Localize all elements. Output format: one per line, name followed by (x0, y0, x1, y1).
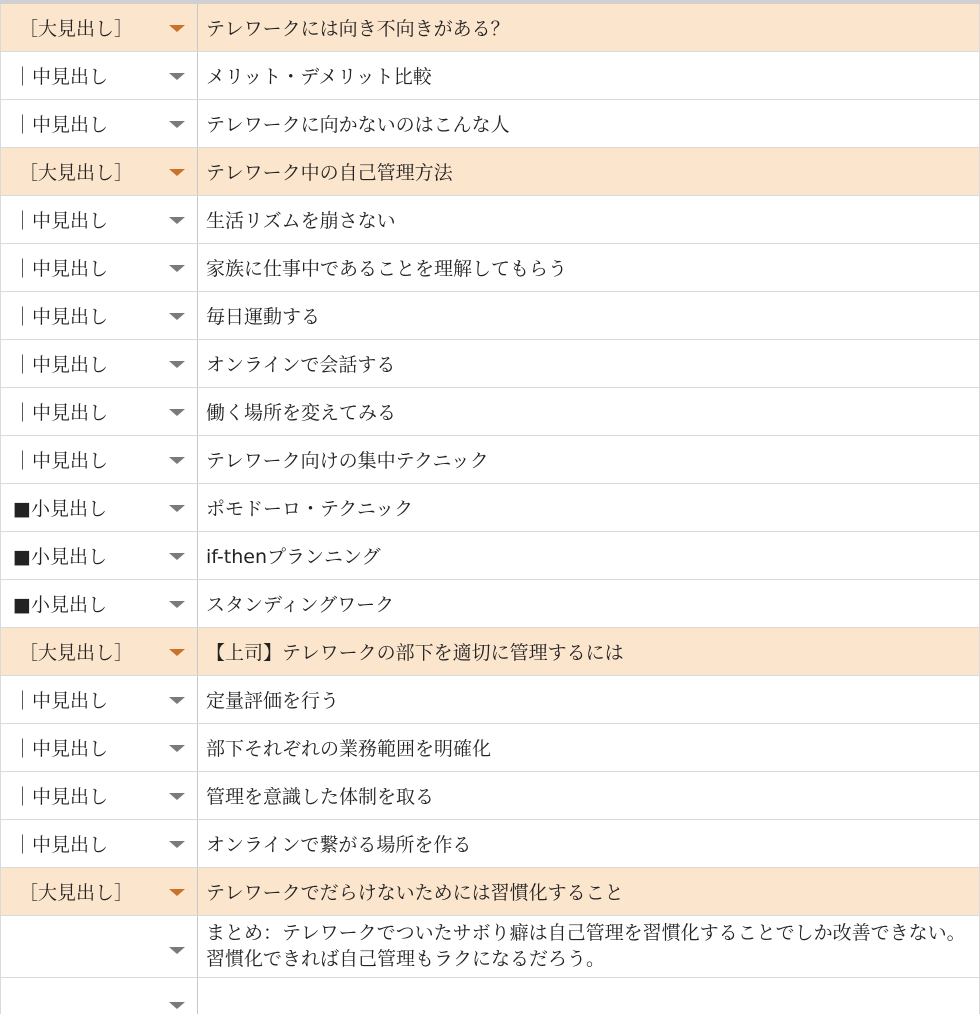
dropdown-caret-icon[interactable] (169, 745, 185, 752)
heading-type-label: ｜中見出し (13, 114, 109, 136)
heading-type-label: ｜中見出し (13, 306, 109, 328)
heading-type-select[interactable] (0, 532, 198, 579)
heading-type-label: ■小見出し (13, 546, 107, 568)
table-row (0, 978, 980, 1014)
dropdown-caret-icon[interactable] (169, 553, 185, 560)
heading-type-label: ［大見出し］ (19, 642, 134, 664)
heading-type-select[interactable] (0, 820, 198, 867)
heading-text-cell[interactable]: 【上司】テレワークの部下を適切に管理するには (198, 628, 980, 675)
dropdown-caret-icon[interactable] (169, 1002, 185, 1009)
heading-type-select[interactable] (0, 4, 198, 51)
heading-type-select[interactable] (0, 52, 198, 99)
heading-type-label: ［大見出し］ (19, 162, 134, 184)
dropdown-caret-icon[interactable] (169, 121, 185, 128)
table-row (0, 724, 980, 772)
heading-type-label: ｜中見出し (13, 66, 109, 88)
heading-type-select[interactable] (0, 868, 198, 915)
table-row (0, 868, 980, 916)
heading-type-select[interactable] (0, 196, 198, 243)
heading-type-select[interactable] (0, 916, 198, 977)
heading-text-cell[interactable]: スタンディングワーク (198, 580, 980, 627)
dropdown-caret-icon[interactable] (169, 793, 185, 800)
heading-type-select[interactable] (0, 628, 198, 675)
table-row (0, 916, 980, 978)
table-row (0, 292, 980, 340)
heading-type-select[interactable] (0, 676, 198, 723)
heading-type-select[interactable] (0, 292, 198, 339)
table-row (0, 820, 980, 868)
heading-text-cell[interactable]: ポモドーロ・テクニック (198, 484, 980, 531)
table-row (0, 52, 980, 100)
summary-text-cell[interactable]: まとめ：テレワークでついたサボり癖は自己管理を習慣化することでしか改善できない。習慣化できれば自己管理もラクになるだろう。 (198, 916, 980, 977)
heading-type-select[interactable] (0, 772, 198, 819)
heading-type-label: ｜中見出し (13, 690, 109, 712)
dropdown-caret-icon[interactable] (169, 169, 185, 176)
dropdown-caret-icon[interactable] (169, 217, 185, 224)
table-row (0, 196, 980, 244)
heading-type-label: ｜中見出し (13, 786, 109, 808)
dropdown-caret-icon[interactable] (169, 601, 185, 608)
heading-text-cell[interactable]: テレワーク中の自己管理方法 (198, 148, 980, 195)
dropdown-caret-icon[interactable] (169, 505, 185, 512)
dropdown-caret-icon[interactable] (169, 265, 185, 272)
heading-text-cell[interactable]: テレワークに向かないのはこんな人 (198, 100, 980, 147)
heading-type-select[interactable] (0, 724, 198, 771)
dropdown-caret-icon[interactable] (169, 73, 185, 80)
table-row (0, 388, 980, 436)
table-row (0, 148, 980, 196)
heading-text-cell[interactable]: 家族に仕事中であることを理解してもらう (198, 244, 980, 291)
dropdown-caret-icon[interactable] (169, 889, 185, 896)
dropdown-caret-icon[interactable] (169, 697, 185, 704)
heading-text-cell[interactable]: テレワークには向き不向きがある？ (198, 4, 980, 51)
heading-text-cell[interactable]: 管理を意識した体制を取る (198, 772, 980, 819)
table-row (0, 4, 980, 52)
table-row (0, 532, 980, 580)
heading-type-select[interactable] (0, 388, 198, 435)
heading-type-label: ｜中見出し (13, 210, 109, 232)
table-row (0, 676, 980, 724)
heading-type-select[interactable] (0, 148, 198, 195)
heading-type-label: ｜中見出し (13, 450, 109, 472)
heading-type-select[interactable] (0, 244, 198, 291)
heading-type-label: ｜中見出し (13, 402, 109, 424)
heading-type-label: ｜中見出し (13, 738, 109, 760)
heading-text-cell[interactable]: テレワーク向けの集中テクニック (198, 436, 980, 483)
heading-text-cell[interactable]: オンラインで繋がる場所を作る (198, 820, 980, 867)
dropdown-caret-icon[interactable] (169, 649, 185, 656)
table-row (0, 772, 980, 820)
heading-type-label: ■小見出し (13, 594, 107, 616)
heading-text-cell[interactable]: 定量評価を行う (198, 676, 980, 723)
heading-type-label: ｜中見出し (13, 258, 109, 280)
table-row (0, 340, 980, 388)
heading-type-select[interactable] (0, 484, 198, 531)
heading-type-select[interactable] (0, 340, 198, 387)
heading-text-cell[interactable]: if-thenプランニング (198, 532, 980, 579)
dropdown-caret-icon[interactable] (169, 947, 185, 954)
heading-type-select[interactable] (0, 436, 198, 483)
table-row (0, 580, 980, 628)
heading-text-cell[interactable]: 生活リズムを崩さない (198, 196, 980, 243)
heading-text-cell[interactable]: 毎日運動する (198, 292, 980, 339)
table-row (0, 484, 980, 532)
heading-type-label: ［大見出し］ (19, 882, 134, 904)
heading-text-cell[interactable]: メリット・デメリット比較 (198, 52, 980, 99)
dropdown-caret-icon[interactable] (169, 409, 185, 416)
heading-type-select[interactable] (0, 100, 198, 147)
dropdown-caret-icon[interactable] (169, 313, 185, 320)
table-row (0, 436, 980, 484)
heading-type-label: ［大見出し］ (19, 18, 134, 40)
heading-type-label: ｜中見出し (13, 354, 109, 376)
heading-type-label: ｜中見出し (13, 834, 109, 856)
heading-type-select[interactable] (0, 580, 198, 627)
heading-type-label: ■小見出し (13, 498, 107, 520)
heading-type-select[interactable] (0, 978, 198, 1014)
table-row (0, 244, 980, 292)
heading-text-cell[interactable] (198, 978, 980, 1014)
heading-text-cell[interactable]: 部下それぞれの業務範囲を明確化 (198, 724, 980, 771)
heading-text-cell[interactable]: 働く場所を変えてみる (198, 388, 980, 435)
dropdown-caret-icon[interactable] (169, 25, 185, 32)
dropdown-caret-icon[interactable] (169, 841, 185, 848)
table-row (0, 628, 980, 676)
heading-text-cell[interactable]: オンラインで会話する (198, 340, 980, 387)
dropdown-caret-icon[interactable] (169, 457, 185, 464)
table-row (0, 100, 980, 148)
heading-text-cell[interactable]: テレワークでだらけないためには習慣化すること (198, 868, 980, 915)
dropdown-caret-icon[interactable] (169, 361, 185, 368)
